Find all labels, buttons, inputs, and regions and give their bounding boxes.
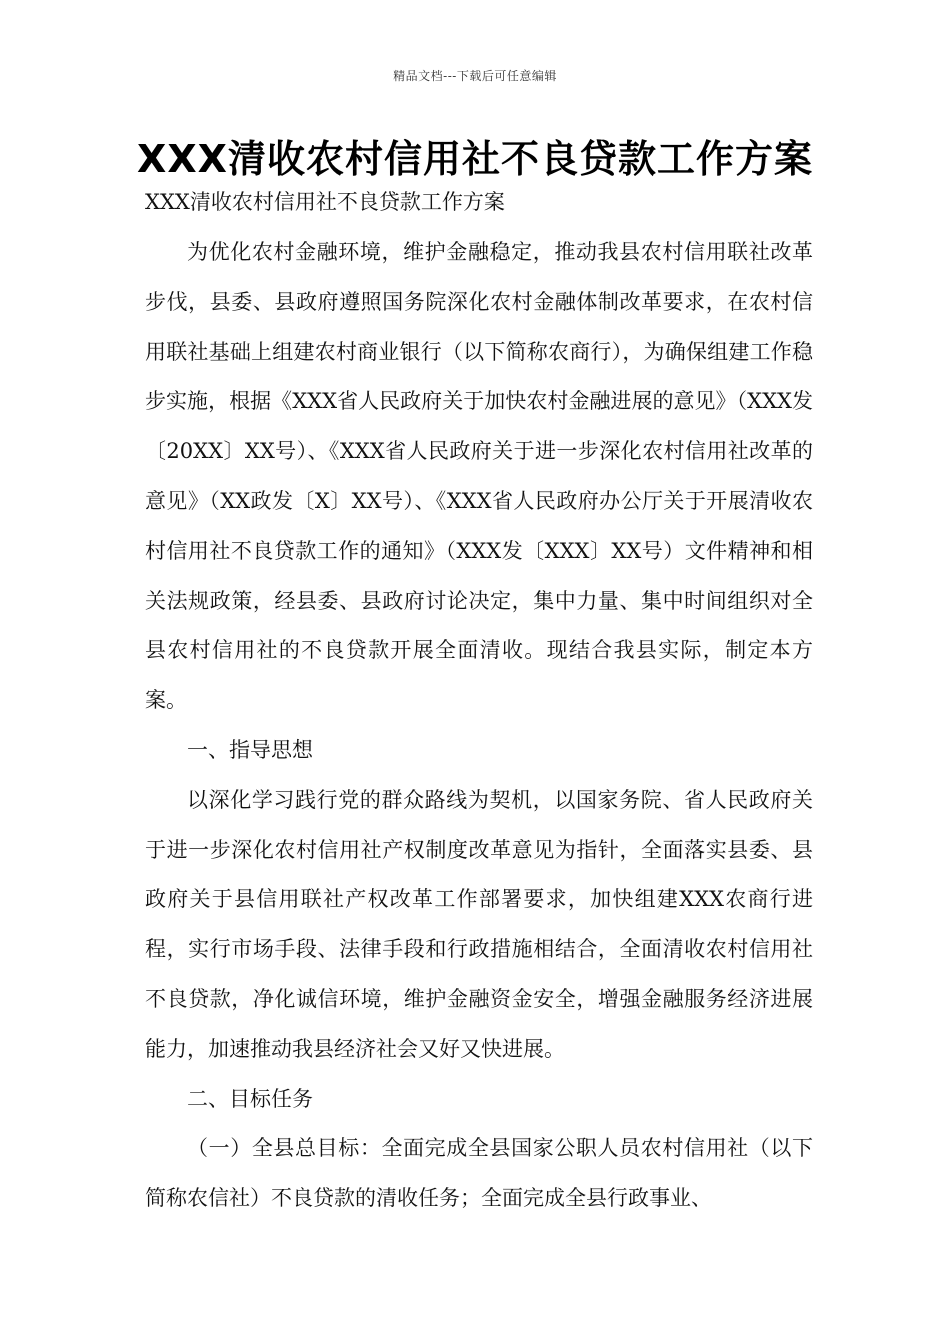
paragraph-intro: 为优化农村金融环境，维护金融稳定，推动我县农村信用联社改革步伐，县委、县政府遵照国务院深化农村金融体制改革要求，在农村信用联社基础上组建农村商业银行（以下简称农商行），为确保组建工作稳步实施，根据《XXX省人民政府关于加快农村金融进展的意见》（XXX发〔20XX〕XX号）、《XXX省人民政府关于进一步深化农村信用社改革的意见》（XX政发〔X〕XX号）、《XXX省人民政府办公厅关于开展清收农村信用社不良贷款工作的通知》（XXX发〔XXX〕XX号）文件精神和相关法规政策，经县委、县政府讨论决定，集中力量、集中时间组织对全县农村信用社的不良贷款开展全面清收。现结合我县实际，制定本方案。 xyxy=(145,240,813,713)
paragraph-guidance: 以深化学习践行党的群众路线为契机，以国家务院、省人民政府关于进一步深化农村信用社产权制度改革意见为指针，全面落实县委、县政府关于县信用联社产权改革工作部署要求，加快组建XXX农商行进程，实行市场手段、法律手段和行政措施相结合，全面清收农村信用社不良贷款，净化诚信环境，维护金融资金安全，增强金融服务经济进展能力，加速推动我县经济社会又好又快进展。 xyxy=(145,787,813,1061)
header-note: 精品文档---下载后可任意编辑 xyxy=(393,69,557,83)
document-title: XXX清收农村信用社不良贷款工作方案 xyxy=(137,137,813,181)
section-heading-guidance: 一、指导思想 xyxy=(187,737,313,762)
paragraph-goal: （一）全县总目标：全面完成全县国家公职人员农村信用社（以下简称农信社）不良贷款的清收任务；全面完成全县行政事业、 xyxy=(145,1136,813,1211)
section-heading-goals: 二、目标任务 xyxy=(187,1086,313,1111)
document-body xyxy=(145,228,813,1224)
document-subtitle: XXX清收农村信用社不良贷款工作方案 xyxy=(145,190,505,214)
